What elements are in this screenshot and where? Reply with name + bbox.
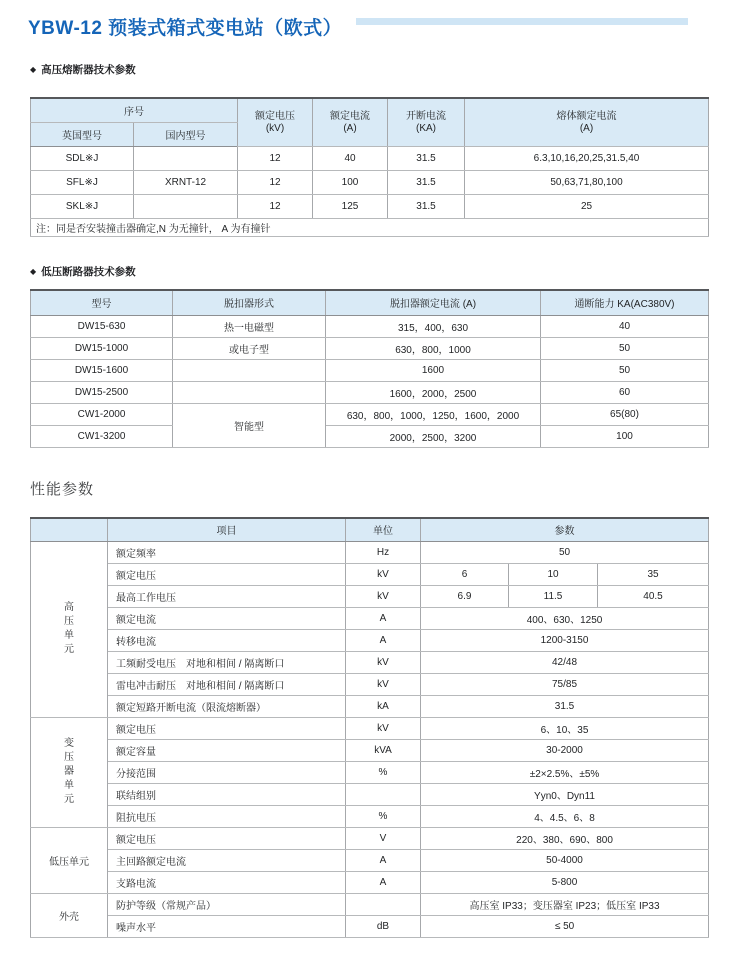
cell-value: 31.5 — [421, 695, 709, 717]
cell-trip-type: 或电子型 — [173, 338, 326, 360]
cell-breaking-capacity: 50 — [541, 360, 709, 382]
table-row — [31, 915, 709, 937]
cell-0: SFL※J — [31, 170, 134, 194]
header-cell-group — [31, 518, 108, 541]
table-row — [31, 541, 709, 563]
cell-unit: A — [346, 849, 421, 871]
table-row — [31, 827, 709, 849]
cell-item: 额定频率 — [108, 541, 346, 563]
cell-0: SKL※J — [31, 194, 134, 218]
cell-item: 雷电冲击耐压 对地和相间 / 隔离断口 — [108, 673, 346, 695]
cell-item: 转移电流 — [108, 629, 346, 651]
cell-breaking-capacity: 40 — [541, 316, 709, 338]
cell-unit: kVA — [346, 739, 421, 761]
header-subcell-1: 国内型号 — [134, 122, 238, 146]
cell-unit: dB — [346, 915, 421, 937]
cell-trip-type — [173, 382, 326, 404]
header-cell-1: 脱扣器形式 — [173, 290, 326, 316]
cell-item: 阻抗电压 — [108, 805, 346, 827]
group-label-cell — [31, 893, 108, 937]
table-row — [31, 360, 709, 382]
table-row — [31, 316, 709, 338]
cell-unit — [346, 783, 421, 805]
cell-item: 额定电压 — [108, 827, 346, 849]
cell-unit: Hz — [346, 541, 421, 563]
cell-trip-type: 智能型 — [173, 404, 326, 448]
performance-table-head — [31, 518, 709, 541]
cell-item: 防护等级（常规产品） — [108, 893, 346, 915]
table-row — [31, 651, 709, 673]
header-cell-item: 项目 — [108, 518, 346, 541]
cell-value-0: 6 — [421, 563, 509, 585]
note-row — [31, 218, 709, 236]
cell-item: 联结组别 — [108, 783, 346, 805]
cell-1 — [134, 146, 238, 170]
cell-unit: % — [346, 805, 421, 827]
cell-item: 额定电流 — [108, 607, 346, 629]
cell-item: 主回路额定电流 — [108, 849, 346, 871]
table-row — [31, 717, 709, 739]
table-row — [31, 695, 709, 717]
cell-value-0: 6.9 — [421, 585, 509, 607]
cell-5: 50,63,71,80,100 — [465, 170, 709, 194]
cell-item: 额定容量 — [108, 739, 346, 761]
group-label: 高压单元 — [64, 602, 74, 655]
diamond-bullet-icon: ◆ — [30, 266, 37, 276]
cell-model: DW15-630 — [31, 316, 173, 338]
header-cell-0 — [238, 98, 313, 146]
cell-item: 噪声水平 — [108, 915, 346, 937]
cell-value: 5-800 — [421, 871, 709, 893]
cell-rated-current: 2000，2500，3200 — [326, 426, 541, 448]
cell-rated-current: 1600 — [326, 360, 541, 382]
cell-1: XRNT-12 — [134, 170, 238, 194]
hv-fuse-table-head — [31, 98, 709, 146]
cell-value: ±2×2.5%、±5% — [421, 761, 709, 783]
table-row — [31, 404, 709, 426]
cell-5: 25 — [465, 194, 709, 218]
table-row — [31, 607, 709, 629]
cell-rated-current: 1600，2000，2500 — [326, 382, 541, 404]
group-label-cell — [31, 827, 108, 893]
table-row — [31, 585, 709, 607]
cell-3: 100 — [313, 170, 388, 194]
cell-unit: kV — [346, 651, 421, 673]
table-row — [31, 146, 709, 170]
cell-value: 4、4.5、6、8 — [421, 805, 709, 827]
header-row — [31, 98, 709, 122]
cell-value-1: 11.5 — [509, 585, 598, 607]
cell-value: 高压室 IP33；变压器室 IP23；低压室 IP33 — [421, 893, 709, 915]
cell-5: 6.3,10,16,20,25,31.5,40 — [465, 146, 709, 170]
cell-1 — [134, 194, 238, 218]
header-label: 额定电压 — [255, 110, 295, 122]
table-row — [31, 338, 709, 360]
cell-value: 6、10、35 — [421, 717, 709, 739]
cell-model: DW15-1600 — [31, 360, 173, 382]
section-heading-hv-fuse — [30, 63, 708, 76]
cell-item: 工频耐受电压 对地和相间 / 隔离断口 — [108, 651, 346, 673]
section-heading-performance: 性能参数 — [30, 481, 95, 498]
table-row — [31, 563, 709, 585]
header-cell-3: 通断能力 KA(AC380V) — [541, 290, 709, 316]
cell-trip-type: 热一电磁型 — [173, 316, 326, 338]
cell-value: 220、380、690、800 — [421, 827, 709, 849]
table-row — [31, 893, 709, 915]
header-cell-serial: 序号 — [31, 98, 238, 122]
header-unit: (A) — [579, 122, 594, 134]
cell-unit: A — [346, 629, 421, 651]
lv-breaker-table-body — [31, 316, 709, 448]
cell-unit: % — [346, 761, 421, 783]
cell-model: DW15-2500 — [31, 382, 173, 404]
cell-value-2: 35 — [598, 563, 709, 585]
table-row — [31, 629, 709, 651]
header-label: 额定电流 — [330, 110, 370, 122]
cell-0: SDL※J — [31, 146, 134, 170]
cell-model: DW15-1000 — [31, 338, 173, 360]
header-cell-2 — [388, 98, 465, 146]
cell-trip-type — [173, 360, 326, 382]
section-heading-lv-breaker — [30, 265, 708, 278]
cell-item: 额定短路开断电流（限流熔断器） — [108, 695, 346, 717]
cell-item: 支路电流 — [108, 871, 346, 893]
table-row — [31, 871, 709, 893]
table-row — [31, 382, 709, 404]
cell-breaking-capacity: 60 — [541, 382, 709, 404]
cell-unit: kV — [346, 717, 421, 739]
diamond-bullet-icon: ◆ — [30, 65, 37, 74]
cell-item: 最高工作电压 — [108, 585, 346, 607]
header-row — [31, 290, 709, 316]
table-row — [31, 739, 709, 761]
cell-2: 12 — [238, 146, 313, 170]
header-unit: (KA) — [416, 122, 436, 134]
cell-2: 12 — [238, 194, 313, 218]
cell-value: 400、630、1250 — [421, 607, 709, 629]
cell-unit: A — [346, 607, 421, 629]
title-accent-bar — [356, 18, 688, 25]
cell-4: 31.5 — [388, 146, 465, 170]
cell-3: 125 — [313, 194, 388, 218]
cell-value-1: 10 — [509, 563, 598, 585]
cell-rated-current: 630，800，1000 — [326, 338, 541, 360]
header-cell-2: 脱扣器额定电流 (A) — [326, 290, 541, 316]
header-label: 开断电流 — [406, 110, 446, 122]
group-label-cell — [31, 541, 108, 717]
cell-item: 额定电压 — [108, 717, 346, 739]
section-heading-lv-breaker-text: 低压断路器技术参数 — [41, 265, 136, 278]
cell-3: 40 — [313, 146, 388, 170]
header-cell-value: 参数 — [421, 518, 709, 541]
hv-fuse-table-body — [31, 146, 709, 236]
group-label-cell — [31, 717, 108, 827]
header-cell-3 — [465, 98, 709, 146]
header-cell-unit: 单位 — [346, 518, 421, 541]
cell-value: 50-4000 — [421, 849, 709, 871]
cell-2: 12 — [238, 170, 313, 194]
cell-breaking-capacity: 50 — [541, 338, 709, 360]
table-row — [31, 194, 709, 218]
cell-value: 42/48 — [421, 651, 709, 673]
lv-breaker-table-head — [31, 290, 709, 316]
cell-4: 31.5 — [388, 170, 465, 194]
lv-breaker-table — [30, 289, 709, 449]
cell-item: 额定电压 — [108, 563, 346, 585]
table-row — [31, 673, 709, 695]
cell-model: CW1-2000 — [31, 404, 173, 426]
header-unit: (A) — [343, 122, 357, 134]
cell-value: 75/85 — [421, 673, 709, 695]
page-title: YBW-12 预装式箱式变电站（欧式） — [28, 18, 343, 39]
cell-value: Yyn0、Dyn11 — [421, 783, 709, 805]
cell-unit: kV — [346, 585, 421, 607]
cell-unit: kV — [346, 563, 421, 585]
section-heading-hv-fuse-text: 高压熔断器技术参数 — [41, 64, 136, 76]
cell-rated-current: 630，800，1000，1250，1600，2000 — [326, 404, 541, 426]
page-header — [0, 0, 738, 40]
cell-breaking-capacity: 65(80) — [541, 404, 709, 426]
group-label: 外壳 — [59, 911, 79, 923]
cell-value: 50 — [421, 541, 709, 563]
cell-value: 1200-3150 — [421, 629, 709, 651]
performance-table-body — [31, 541, 709, 937]
table-row — [31, 849, 709, 871]
cell-rated-current: 315，400，630 — [326, 316, 541, 338]
cell-unit: kV — [346, 673, 421, 695]
cell-breaking-capacity: 100 — [541, 426, 709, 448]
table-row — [31, 170, 709, 194]
header-label: 熔体额定电流 — [556, 110, 617, 122]
table-row — [31, 805, 709, 827]
cell-unit: V — [346, 827, 421, 849]
hv-fuse-table — [30, 97, 709, 237]
header-subcell-0: 英国型号 — [31, 122, 134, 146]
cell-unit — [346, 893, 421, 915]
note-cell: 注：同是否安装撞击器确定,N 为无撞针， A 为有撞针 — [31, 218, 709, 236]
cell-value: 30-2000 — [421, 739, 709, 761]
table-row — [31, 761, 709, 783]
table-row — [31, 426, 709, 448]
cell-value-2: 40.5 — [598, 585, 709, 607]
cell-unit: A — [346, 871, 421, 893]
cell-item: 分接范围 — [108, 761, 346, 783]
header-cell-0: 型号 — [31, 290, 173, 316]
performance-table — [30, 517, 709, 938]
cell-4: 31.5 — [388, 194, 465, 218]
cell-value: ≤ 50 — [421, 915, 709, 937]
cell-model: CW1-3200 — [31, 426, 173, 448]
group-label: 变压器单元 — [64, 738, 74, 805]
header-row — [31, 518, 709, 541]
header-unit: (kV) — [265, 122, 285, 134]
group-label: 低压单元 — [49, 856, 89, 868]
header-cell-1 — [313, 98, 388, 146]
table-row — [31, 783, 709, 805]
cell-unit: kA — [346, 695, 421, 717]
